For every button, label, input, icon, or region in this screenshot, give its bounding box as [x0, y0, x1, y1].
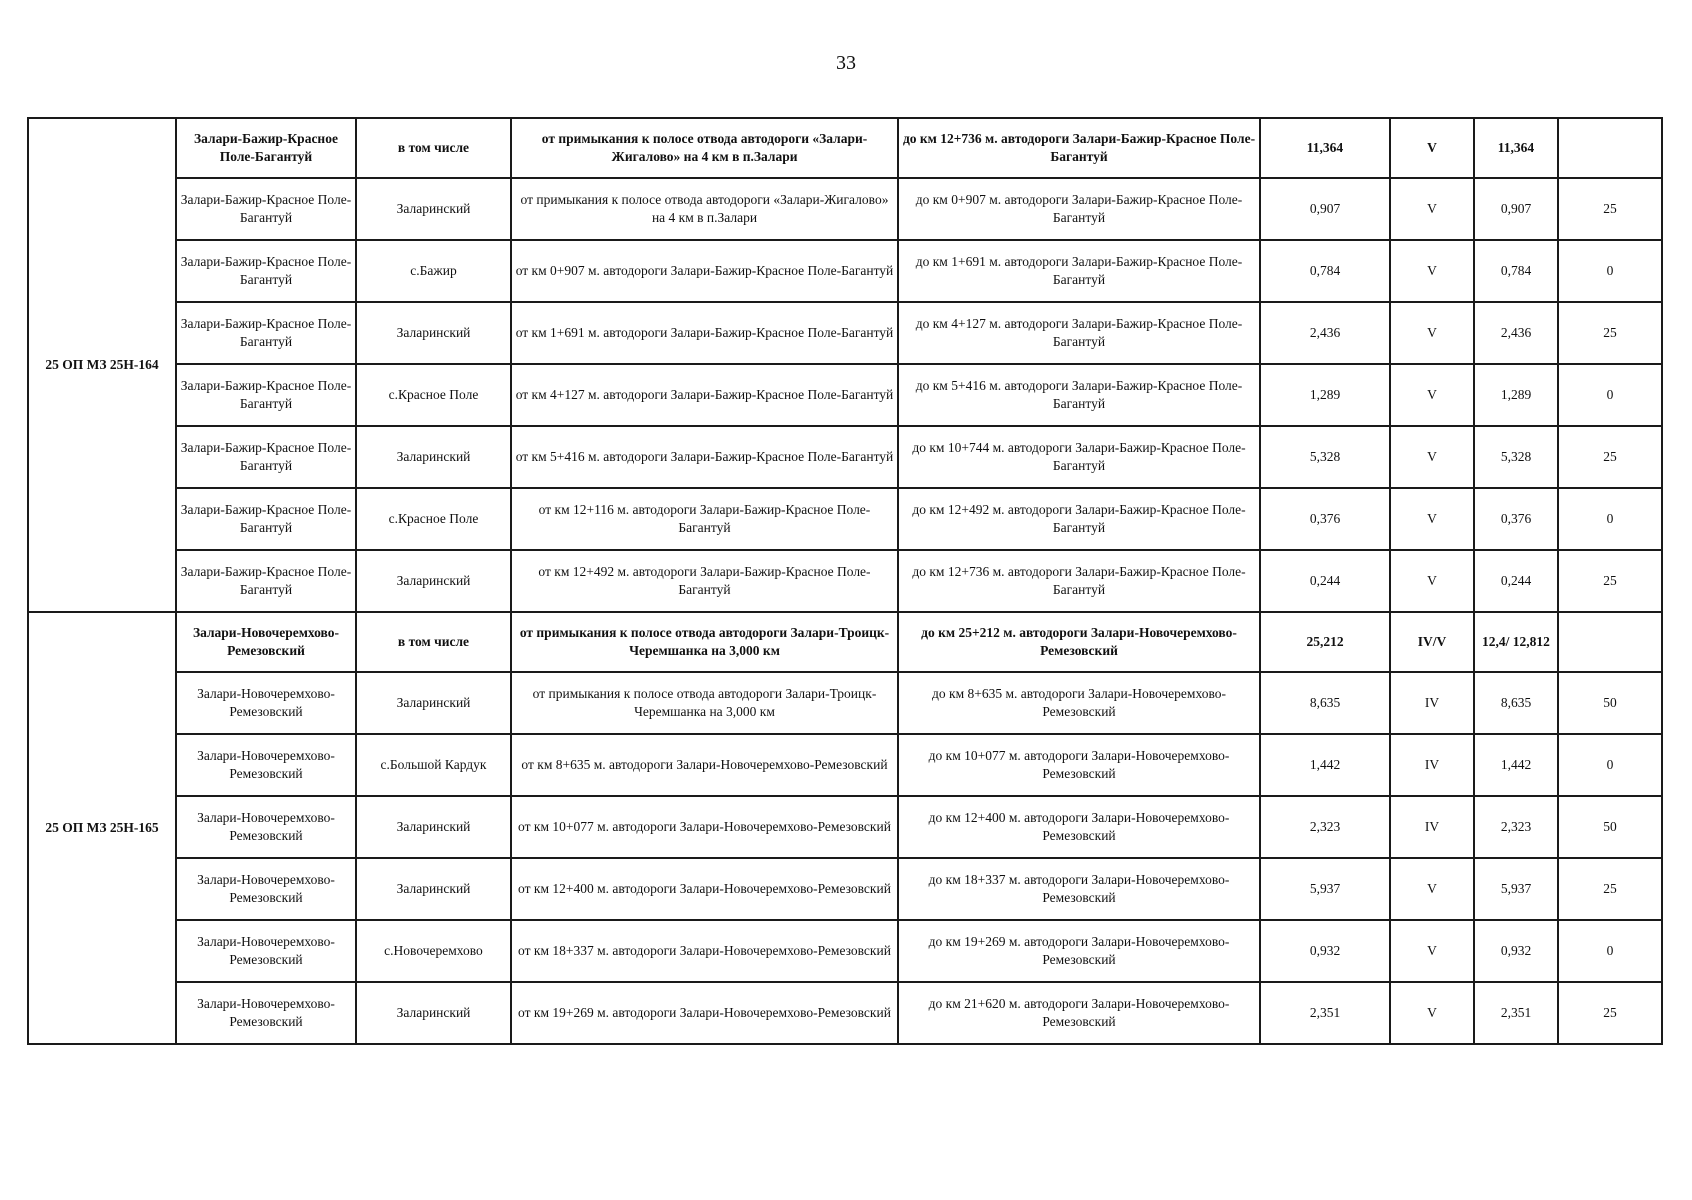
speed-limit-cell: 25 — [1558, 426, 1662, 488]
section-end-cell: до км 25+212 м. автодороги Залари-Новочеремхово-Ремезовский — [898, 612, 1260, 672]
settlement-cell: в том числе — [356, 612, 511, 672]
table-row — [28, 364, 1662, 426]
road-summary-row — [28, 118, 1662, 178]
settlement-cell: Заларинский — [356, 302, 511, 364]
section-end-cell: до км 8+635 м. автодороги Залари-Новочеремхово-Ремезовский — [898, 672, 1260, 734]
section-end-cell: до км 4+127 м. автодороги Залари-Бажир-Красное Поле-Багантуй — [898, 302, 1260, 364]
speed-limit-cell: 0 — [1558, 488, 1662, 550]
category-length-cell: 5,328 — [1474, 426, 1558, 488]
section-end-cell: до км 12+736 м. автодороги Залари-Бажир-Красное Поле-Багантуй — [898, 118, 1260, 178]
category-length-cell: 2,323 — [1474, 796, 1558, 858]
section-start-cell: от примыкания к полосе отвода автодороги «Залари-Жигалово» на 4 км в п.Залари — [511, 118, 898, 178]
road-name-cell: Залари-Новочеремхово-Ремезовский — [176, 672, 356, 734]
table-row — [28, 302, 1662, 364]
section-end-cell: до км 19+269 м. автодороги Залари-Новочеремхово-Ремезовский — [898, 920, 1260, 982]
length-cell: 5,328 — [1260, 426, 1390, 488]
road-name-cell: Залари-Бажир-Красное Поле-Багантуй — [176, 364, 356, 426]
category-length-cell: 1,289 — [1474, 364, 1558, 426]
road-summary-row — [28, 612, 1662, 672]
category-length-cell: 0,376 — [1474, 488, 1558, 550]
speed-limit-cell: 25 — [1558, 858, 1662, 920]
category-cell: V — [1390, 426, 1474, 488]
category-cell: V — [1390, 364, 1474, 426]
settlement-cell: Заларинский — [356, 796, 511, 858]
road-name-cell: Залари-Бажир-Красное Поле-Багантуй — [176, 550, 356, 612]
road-name-cell: Залари-Бажир-Красное Поле-Багантуй — [176, 488, 356, 550]
speed-limit-cell: 0 — [1558, 364, 1662, 426]
section-end-cell: до км 12+400 м. автодороги Залари-Новочеремхово-Ремезовский — [898, 796, 1260, 858]
length-cell: 0,244 — [1260, 550, 1390, 612]
speed-limit-cell: 50 — [1558, 672, 1662, 734]
section-end-cell: до км 18+337 м. автодороги Залари-Новочеремхово-Ремезовский — [898, 858, 1260, 920]
length-cell: 8,635 — [1260, 672, 1390, 734]
category-length-cell: 0,784 — [1474, 240, 1558, 302]
section-start-cell: от км 8+635 м. автодороги Залари-Новочеремхово-Ремезовский — [511, 734, 898, 796]
table-row — [28, 550, 1662, 612]
section-start-cell: от км 19+269 м. автодороги Залари-Новочеремхово-Ремезовский — [511, 982, 898, 1044]
category-length-cell: 0,932 — [1474, 920, 1558, 982]
section-start-cell: от км 5+416 м. автодороги Залари-Бажир-Красное Поле-Багантуй — [511, 426, 898, 488]
settlement-cell: с.Большой Кардук — [356, 734, 511, 796]
section-end-cell: до км 12+492 м. автодороги Залари-Бажир-Красное Поле-Багантуй — [898, 488, 1260, 550]
section-end-cell: до км 5+416 м. автодороги Залари-Бажир-Красное Поле-Багантуй — [898, 364, 1260, 426]
road-code-cell: 25 ОП МЗ 25Н-164 — [28, 118, 176, 612]
length-cell: 0,907 — [1260, 178, 1390, 240]
section-start-cell: от км 10+077 м. автодороги Залари-Новочеремхово-Ремезовский — [511, 796, 898, 858]
length-cell: 11,364 — [1260, 118, 1390, 178]
table-row — [28, 178, 1662, 240]
table-row — [28, 488, 1662, 550]
table-row — [28, 240, 1662, 302]
category-cell: V — [1390, 550, 1474, 612]
section-end-cell: до км 12+736 м. автодороги Залари-Бажир-Красное Поле-Багантуй — [898, 550, 1260, 612]
table-row — [28, 426, 1662, 488]
road-name-cell: Залари-Новочеремхово-Ремезовский — [176, 612, 356, 672]
section-start-cell: от км 12+400 м. автодороги Залари-Новочеремхово-Ремезовский — [511, 858, 898, 920]
length-cell: 2,351 — [1260, 982, 1390, 1044]
category-cell: V — [1390, 920, 1474, 982]
category-length-cell: 12,4/ 12,812 — [1474, 612, 1558, 672]
settlement-cell: Заларинский — [356, 550, 511, 612]
category-cell: IV — [1390, 734, 1474, 796]
table-row — [28, 734, 1662, 796]
section-start-cell: от примыкания к полосе отвода автодороги «Залари-Жигалово» на 4 км в п.Залари — [511, 178, 898, 240]
section-start-cell: от км 0+907 м. автодороги Залари-Бажир-Красное Поле-Багантуй — [511, 240, 898, 302]
speed-limit-cell: 25 — [1558, 550, 1662, 612]
length-cell: 2,436 — [1260, 302, 1390, 364]
settlement-cell: в том числе — [356, 118, 511, 178]
category-cell: V — [1390, 118, 1474, 178]
section-start-cell: от км 4+127 м. автодороги Залари-Бажир-Красное Поле-Багантуй — [511, 364, 898, 426]
category-cell: IV/V — [1390, 612, 1474, 672]
table-row — [28, 858, 1662, 920]
settlement-cell: Заларинский — [356, 178, 511, 240]
length-cell: 0,784 — [1260, 240, 1390, 302]
speed-limit-cell: 50 — [1558, 796, 1662, 858]
section-end-cell: до км 0+907 м. автодороги Залари-Бажир-Красное Поле-Багантуй — [898, 178, 1260, 240]
category-cell: IV — [1390, 796, 1474, 858]
speed-limit-cell: 0 — [1558, 734, 1662, 796]
length-cell: 0,932 — [1260, 920, 1390, 982]
length-cell: 1,289 — [1260, 364, 1390, 426]
table-row — [28, 672, 1662, 734]
speed-limit-cell: 25 — [1558, 178, 1662, 240]
table-row — [28, 796, 1662, 858]
settlement-cell: Заларинский — [356, 426, 511, 488]
category-length-cell: 0,244 — [1474, 550, 1558, 612]
road-name-cell: Залари-Бажир-Красное Поле-Багантуй — [176, 302, 356, 364]
section-start-cell: от км 1+691 м. автодороги Залари-Бажир-Красное Поле-Багантуй — [511, 302, 898, 364]
category-cell: V — [1390, 178, 1474, 240]
road-name-cell: Залари-Новочеремхово-Ремезовский — [176, 858, 356, 920]
road-name-cell: Залари-Бажир-Красное Поле-Багантуй — [176, 118, 356, 178]
category-cell: V — [1390, 240, 1474, 302]
section-end-cell: до км 21+620 м. автодороги Залари-Новочеремхово-Ремезовский — [898, 982, 1260, 1044]
section-start-cell: от примыкания к полосе отвода автодороги Залари-Троицк-Черемшанка на 3,000 км — [511, 672, 898, 734]
section-start-cell: от примыкания к полосе отвода автодороги Залари-Троицк-Черемшанка на 3,000 км — [511, 612, 898, 672]
section-start-cell: от км 12+492 м. автодороги Залари-Бажир-Красное Поле-Багантуй — [511, 550, 898, 612]
length-cell: 1,442 — [1260, 734, 1390, 796]
category-length-cell: 8,635 — [1474, 672, 1558, 734]
settlement-cell: Заларинский — [356, 858, 511, 920]
roads-table — [27, 117, 1663, 1045]
settlement-cell: с.Новочеремхово — [356, 920, 511, 982]
length-cell: 0,376 — [1260, 488, 1390, 550]
settlement-cell: Заларинский — [356, 982, 511, 1044]
settlement-cell: с.Красное Поле — [356, 488, 511, 550]
settlement-cell: с.Бажир — [356, 240, 511, 302]
table-row — [28, 920, 1662, 982]
road-name-cell: Залари-Бажир-Красное Поле-Багантуй — [176, 240, 356, 302]
road-name-cell: Залари-Новочеремхово-Ремезовский — [176, 796, 356, 858]
speed-limit-cell: 25 — [1558, 302, 1662, 364]
speed-limit-cell: 0 — [1558, 920, 1662, 982]
category-length-cell: 2,351 — [1474, 982, 1558, 1044]
category-cell: V — [1390, 858, 1474, 920]
category-cell: IV — [1390, 672, 1474, 734]
road-code-cell: 25 ОП МЗ 25Н-165 — [28, 612, 176, 1044]
speed-limit-cell: 25 — [1558, 982, 1662, 1044]
road-name-cell: Залари-Новочеремхово-Ремезовский — [176, 920, 356, 982]
road-name-cell: Залари-Новочеремхово-Ремезовский — [176, 734, 356, 796]
category-length-cell: 5,937 — [1474, 858, 1558, 920]
category-length-cell: 2,436 — [1474, 302, 1558, 364]
settlement-cell: Заларинский — [356, 672, 511, 734]
speed-limit-cell — [1558, 118, 1662, 178]
length-cell: 2,323 — [1260, 796, 1390, 858]
category-length-cell: 0,907 — [1474, 178, 1558, 240]
section-start-cell: от км 12+116 м. автодороги Залари-Бажир-Красное Поле-Багантуй — [511, 488, 898, 550]
speed-limit-cell — [1558, 612, 1662, 672]
section-start-cell: от км 18+337 м. автодороги Залари-Новочеремхово-Ремезовский — [511, 920, 898, 982]
speed-limit-cell: 0 — [1558, 240, 1662, 302]
length-cell: 25,212 — [1260, 612, 1390, 672]
table-row — [28, 982, 1662, 1044]
settlement-cell: с.Красное Поле — [356, 364, 511, 426]
section-end-cell: до км 10+744 м. автодороги Залари-Бажир-Красное Поле-Багантуй — [898, 426, 1260, 488]
length-cell: 5,937 — [1260, 858, 1390, 920]
category-cell: V — [1390, 488, 1474, 550]
road-name-cell: Залари-Бажир-Красное Поле-Багантуй — [176, 426, 356, 488]
category-length-cell: 11,364 — [1474, 118, 1558, 178]
category-cell: V — [1390, 302, 1474, 364]
road-name-cell: Залари-Бажир-Красное Поле-Багантуй — [176, 178, 356, 240]
category-cell: V — [1390, 982, 1474, 1044]
section-end-cell: до км 1+691 м. автодороги Залари-Бажир-Красное Поле-Багантуй — [898, 240, 1260, 302]
page-number: 33 — [836, 52, 856, 74]
category-length-cell: 1,442 — [1474, 734, 1558, 796]
road-name-cell: Залари-Новочеремхово-Ремезовский — [176, 982, 356, 1044]
section-end-cell: до км 10+077 м. автодороги Залари-Новочеремхово-Ремезовский — [898, 734, 1260, 796]
